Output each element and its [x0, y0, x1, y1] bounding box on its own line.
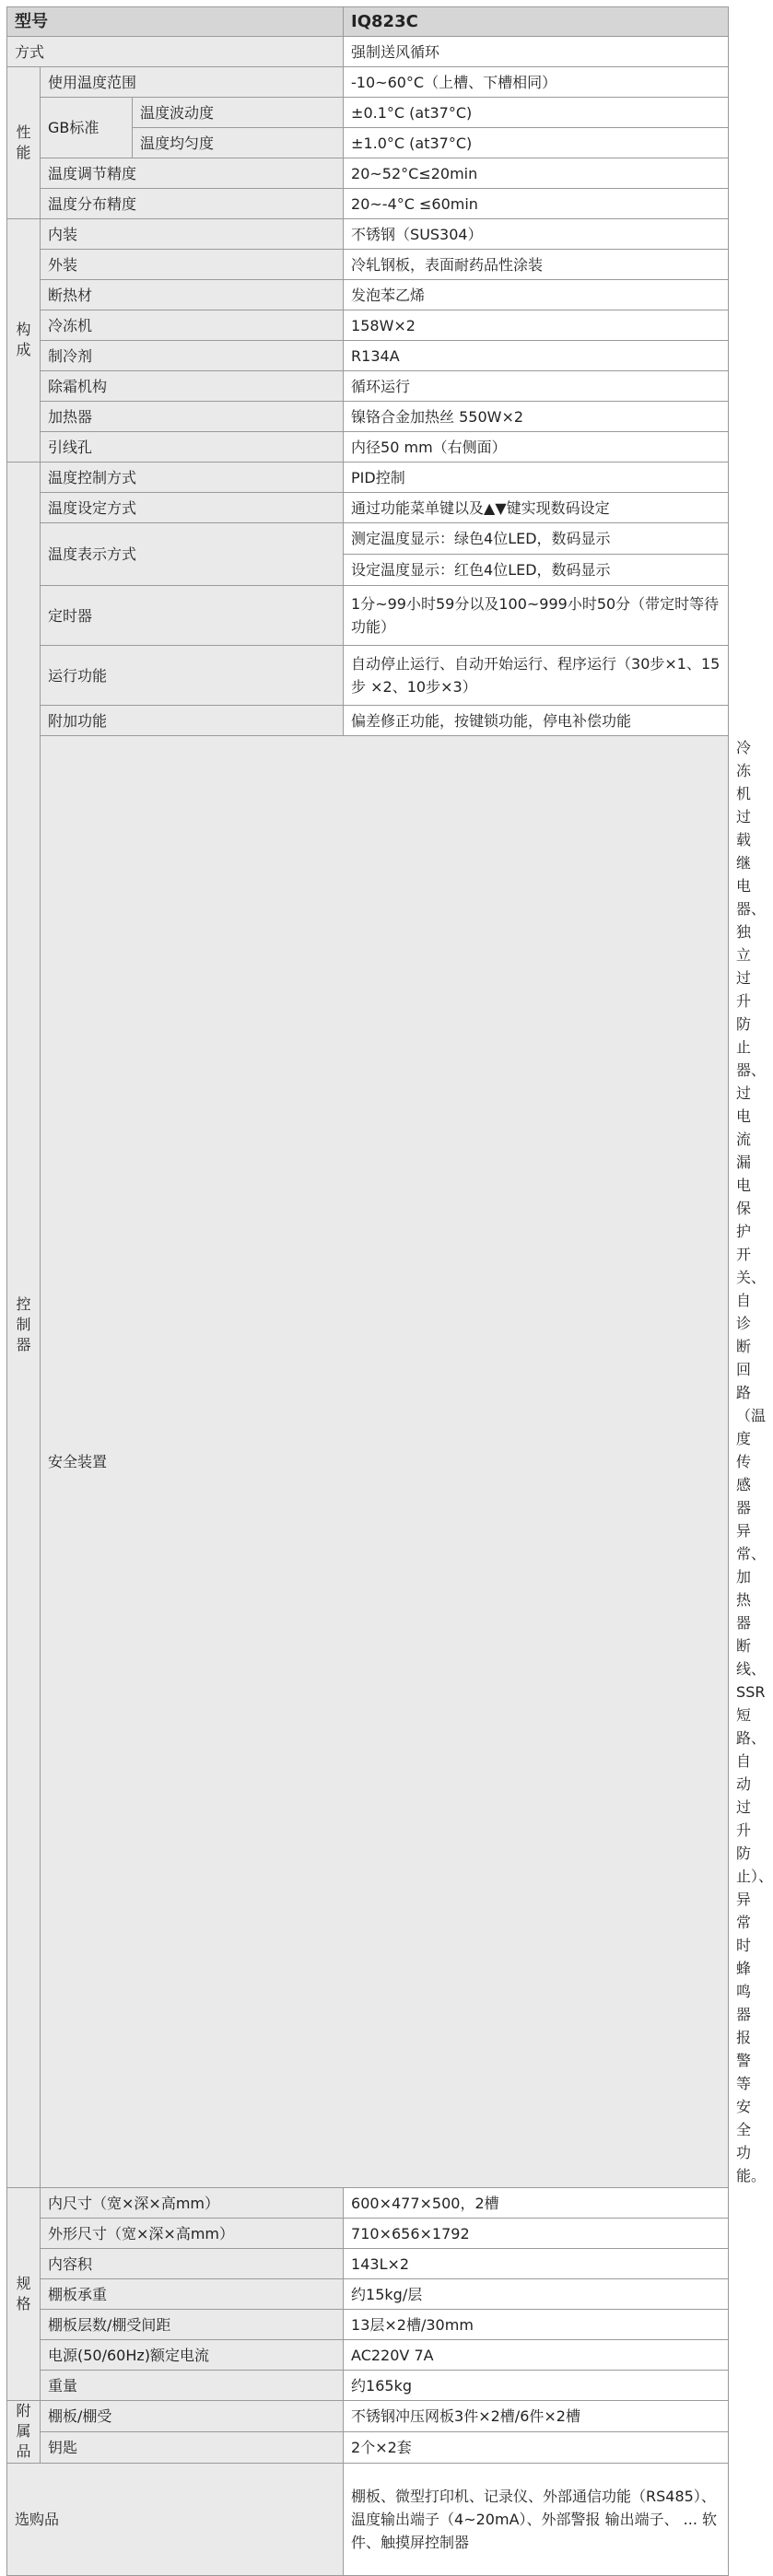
row-label: 定时器: [41, 586, 344, 646]
accessories-group: 附属品: [7, 2401, 41, 2464]
table-row: [7, 2188, 729, 2219]
table-row: [7, 2464, 729, 2576]
table-row: [7, 2371, 729, 2401]
gb-standard-label: GB标准: [41, 98, 133, 158]
table-row: [7, 371, 729, 402]
table-row: [7, 158, 729, 189]
table-row: [7, 280, 729, 310]
table-row: [7, 586, 729, 646]
table-row: [7, 523, 729, 555]
row-label: 除霜机构: [41, 371, 344, 402]
row-value: 约15kg/层: [344, 2279, 729, 2310]
row-value: 约165kg: [344, 2371, 729, 2401]
row-value: AC220V 7A: [344, 2340, 729, 2371]
table-row: [7, 2279, 729, 2310]
table-row: [7, 37, 729, 67]
row-value: 设定温度显示：红色4位LED，数码显示: [344, 555, 729, 586]
row-label: 断热材: [41, 280, 344, 310]
specs-group: 规格: [7, 2188, 41, 2401]
row-value: 2个×2套: [344, 2432, 729, 2464]
row-label: 棚板承重: [41, 2279, 344, 2310]
table-row: [7, 67, 729, 98]
row-value: -10~60°C（上槽、下槽相同）: [344, 67, 729, 98]
row-value: 不锈钢冲压网板3件×2槽/6件×2槽: [344, 2401, 729, 2432]
controller-group: 控制器: [7, 463, 41, 2188]
row-value: 710×656×1792: [344, 2219, 729, 2249]
table-row: [7, 493, 729, 523]
row-value: 偏差修正功能，按键锁功能，停电补偿功能: [344, 706, 729, 736]
model-value: IQ823C: [344, 7, 729, 37]
table-row: [7, 189, 729, 219]
row-value: 1分~99小时59分以及100~999小时50分（带定时等待功能）: [344, 586, 729, 646]
row-label: 温度分布精度: [41, 189, 344, 219]
row-label: 钥匙: [41, 2432, 344, 2464]
row-label: 重量: [41, 2371, 344, 2401]
table-row: [7, 341, 729, 371]
row-label: 冷冻机: [41, 310, 344, 341]
row-value: 内径50 mm（右侧面）: [344, 432, 729, 463]
method-value: 强制送风循环: [344, 37, 729, 67]
table-row: [7, 2401, 729, 2432]
row-label: 引线孔: [41, 432, 344, 463]
row-value: 20~-4°C ≤60min: [344, 189, 729, 219]
row-label: 加热器: [41, 402, 344, 432]
table-row: [7, 463, 729, 493]
row-value: 13层×2槽/30mm: [344, 2310, 729, 2340]
row-label: 电源(50/60Hz)额定电流: [41, 2340, 344, 2371]
row-label: 内装: [41, 219, 344, 250]
row-label: 内容积: [41, 2249, 344, 2279]
row-value: 镍铬合金加热丝 550W×2: [344, 402, 729, 432]
table-row: [7, 2340, 729, 2371]
row-value: 循环运行: [344, 371, 729, 402]
row-value: ±1.0°C (at37°C): [344, 128, 729, 158]
row-value: 通过功能菜单键以及▲▼键实现数码设定: [344, 493, 729, 523]
table-row: [7, 250, 729, 280]
table-row: [7, 2310, 729, 2340]
spec-table: [6, 6, 773, 2576]
row-label: 棚板/棚受: [41, 2401, 344, 2432]
row-value: 不锈钢（SUS304）: [344, 219, 729, 250]
row-label: 温度调节精度: [41, 158, 344, 189]
row-label: 附加功能: [41, 706, 344, 736]
row-label: 温度波动度: [133, 98, 344, 128]
row-value: ±0.1°C (at37°C): [344, 98, 729, 128]
table-row: [7, 646, 729, 706]
table-row: 安全装置 冷冻机过载继电器、独立过升防止器、过电流漏电保护开关、自诊断回路（温度传感器异常、加热器断线、SSR短路、自动过升防止）、异常时蜂鸣器报警等安全功能。: [7, 736, 729, 2188]
row-value: 测定温度显示：绿色4位LED，数码显示: [344, 523, 729, 555]
row-value: R134A: [344, 341, 729, 371]
table-row: [7, 310, 729, 341]
row-value: 20~52°C≤20min: [344, 158, 729, 189]
table-row: [7, 402, 729, 432]
options-value: 棚板、微型打印机、记录仪、外部通信功能（RS485）、温度输出端子（4~20mA）、外部警报 输出端子、 ... 软件、触摸屏控制器: [344, 2464, 729, 2576]
row-label: 棚板层数/棚受间距: [41, 2310, 344, 2340]
options-label: 选购品: [7, 2464, 344, 2576]
table-row: [7, 2432, 729, 2464]
performance-group: 性能: [7, 67, 41, 219]
row-value: 600×477×500，2槽: [344, 2188, 729, 2219]
construction-group: 构成: [7, 219, 41, 463]
model-label: 型号: [7, 7, 344, 37]
row-label: 温度设定方式: [41, 493, 344, 523]
row-value: 自动停止运行、自动开始运行、程序运行（30步×1、15步 ×2、10步×3）: [344, 646, 729, 706]
table-row: [7, 432, 729, 463]
table-row: [7, 2249, 729, 2279]
row-label: 外形尺寸（宽×深×高mm）: [41, 2219, 344, 2249]
row-label: 内尺寸（宽×深×高mm）: [41, 2188, 344, 2219]
row-label: 运行功能: [41, 646, 344, 706]
row-label: 温度均匀度: [133, 128, 344, 158]
row-label: 外装: [41, 250, 344, 280]
safety-label: 安全装置: [41, 736, 729, 2188]
row-label: 使用温度范围: [41, 67, 344, 98]
row-value: 143L×2: [344, 2249, 729, 2279]
header-row: [7, 7, 729, 37]
row-value: 发泡苯乙烯: [344, 280, 729, 310]
table-row: [7, 706, 729, 736]
method-label: 方式: [7, 37, 344, 67]
table-row: [7, 2219, 729, 2249]
table-row: [7, 219, 729, 250]
row-value: 158W×2: [344, 310, 729, 341]
row-label: 温度表示方式: [41, 523, 344, 586]
table-row: [7, 98, 729, 128]
row-value: PID控制: [344, 463, 729, 493]
row-value: 冷轧钢板，表面耐药品性涂装: [344, 250, 729, 280]
row-label: 温度控制方式: [41, 463, 344, 493]
row-label: 制冷剂: [41, 341, 344, 371]
